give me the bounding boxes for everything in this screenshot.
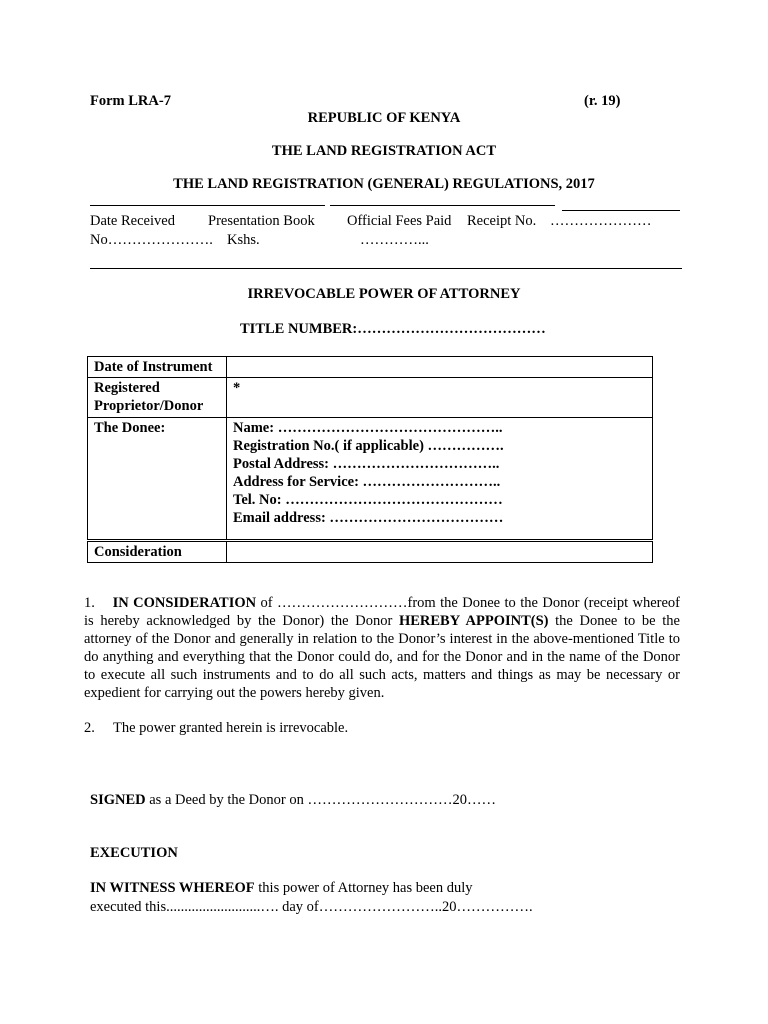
donee-name: Name: ……………………………………….. [233, 420, 503, 436]
clause-1-number: 1. [84, 595, 95, 611]
executed-line: executed this..........................…. day of……………………..20……………. [90, 899, 533, 915]
date-of-instrument-label: Date of Instrument [88, 357, 227, 378]
clause-2-text: The power granted herein is irrevocable. [113, 720, 349, 736]
date-received-label: Date Received [90, 213, 175, 229]
donee-email: Email address: ……………………………… [233, 510, 504, 526]
signed-text: as a Deed by the Donor on …………………………20…… [145, 792, 496, 808]
receipt-no-label: Receipt No. [467, 213, 537, 229]
table-row [88, 418, 653, 541]
donee-postal-address: Postal Address: …………………………….. [233, 456, 500, 472]
instrument-table [87, 356, 653, 563]
receipt-no-field: ………………… [550, 213, 652, 229]
republic-heading: REPUBLIC OF KENYA [307, 110, 461, 126]
signed-line [90, 792, 496, 809]
title-number: TITLE NUMBER:………………………………… [240, 321, 546, 337]
table-row [88, 541, 653, 563]
proprietor-label-line-1: Registered [94, 380, 160, 396]
table-row [88, 357, 653, 378]
form-number: Form LRA-7 [90, 93, 171, 109]
divider-top-right [562, 210, 680, 211]
clause-1-text-b: the Donee to be the attorney of the Donor and generally in relation to the Donor’s interest in the above-mentioned Title to do anything and everything that the Donor could do, and for the Donor and in the name of the Donor to execute all such instruments and to do all such acts, matters and things as may be necessary or expedient for carrying out the powers hereby given. [84, 613, 680, 701]
donee-tel: Tel. No: ……………………………………… [233, 492, 503, 508]
consideration-label: Consideration [88, 541, 227, 563]
clause-1-text-a: of ………………………from the Donee to the Donor (receipt whereof is hereby acknowledged by the Donor) the Donor [84, 595, 681, 629]
fees-field: …………... [360, 232, 429, 248]
clause-1-bold-consideration: IN CONSIDERATION [112, 595, 257, 611]
book-no-field: No…………………. [90, 232, 213, 248]
proprietor-label-line-2: Proprietor/Donor [94, 398, 204, 414]
consideration-value [227, 541, 653, 563]
rule-reference: (r. 19) [584, 93, 621, 109]
signed-bold: SIGNED [90, 792, 146, 808]
clause-2 [84, 720, 348, 737]
clause-1 [84, 594, 680, 702]
act-heading: THE LAND REGISTRATION ACT [271, 143, 497, 159]
divider-bottom [90, 268, 682, 269]
clause-2-number: 2. [84, 720, 95, 736]
execution-heading: EXECUTION [90, 845, 178, 861]
donee-registration: Registration No.( if applicable) ……………. [233, 438, 504, 454]
table-row [88, 378, 653, 418]
date-of-instrument-value [227, 357, 653, 378]
official-fees-label: Official Fees Paid [347, 213, 452, 229]
document-title: IRREVOCABLE POWER OF ATTORNEY [247, 286, 521, 302]
donee-details [227, 418, 653, 541]
witness-line [90, 880, 473, 897]
regulations-heading: THE LAND REGISTRATION (GENERAL) REGULATIONS, 2017 [173, 176, 595, 192]
kshs-label: Kshs. [227, 232, 260, 248]
divider-top-middle [330, 205, 555, 206]
proprietor-label [88, 378, 227, 418]
clause-1-bold-appoint: HEREBY APPOINT(S) [398, 613, 549, 629]
presentation-book-label: Presentation Book [208, 213, 315, 229]
proprietor-value: * [227, 378, 653, 418]
witness-bold: IN WITNESS WHEREOF [90, 880, 255, 896]
donee-service-address: Address for Service: ……………………….. [233, 474, 501, 490]
witness-text: this power of Attorney has been duly [254, 880, 473, 896]
donee-label: The Donee: [88, 418, 227, 541]
divider-top-left [90, 205, 325, 206]
